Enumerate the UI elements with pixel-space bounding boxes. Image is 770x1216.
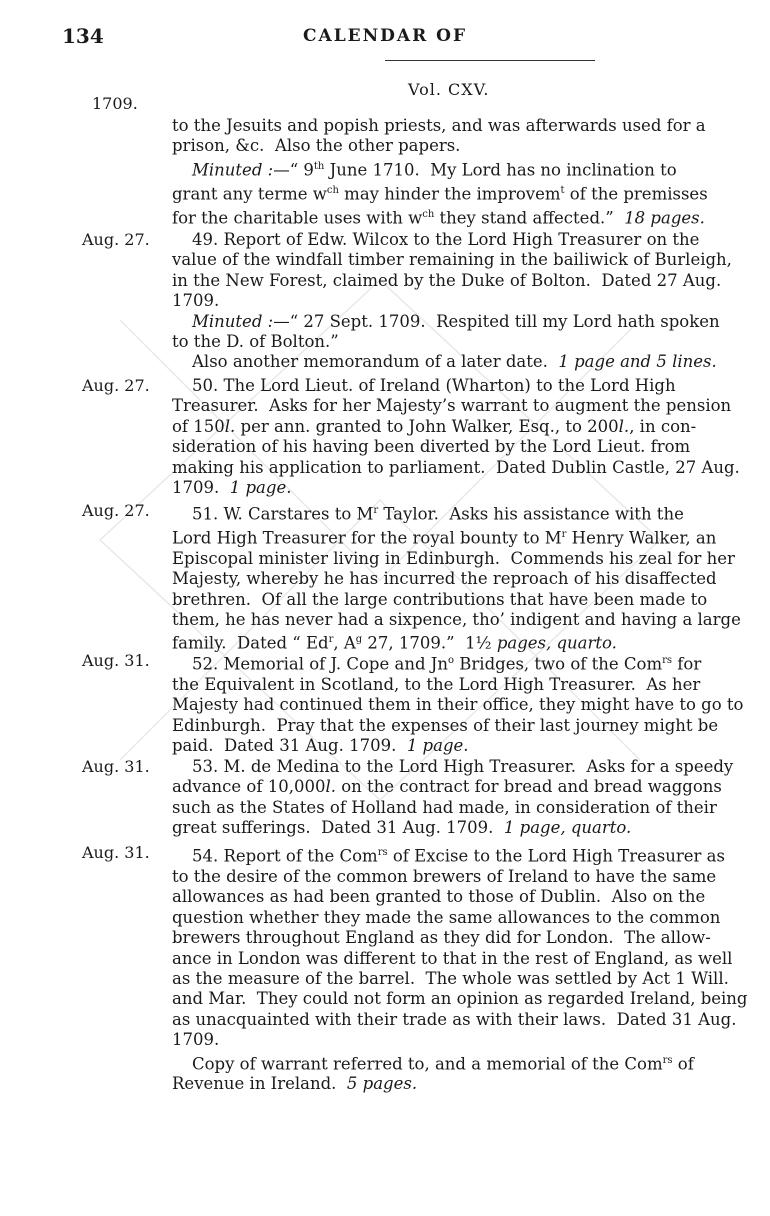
page-number: 134 [62, 24, 104, 48]
entry-text: 50. The Lord Lieut. of Ireland (Wharton) to the Lord High [192, 376, 676, 395]
entry-text: prison, &c. Also the other papers. [172, 136, 461, 156]
entry-text: 52. Memorial of J. Cope and Jn$^o$ Bridges, two of the Com$^{rs}$ for [192, 654, 702, 674]
entry-text: 1709. [172, 1030, 220, 1050]
volume-heading: Vol. CXV. [408, 80, 490, 99]
entry-text: Majesty, whereby he has incurred the reproach of his disaffected [172, 569, 717, 589]
entry-text: Edinburgh. Pray that the expenses of their last journey might be [172, 715, 719, 735]
entry-text: value of the windfall timber remaining in the bailiwick of Burleigh, [172, 250, 732, 270]
entry-52 [172, 651, 744, 757]
entry-text: brethren. Of all the large contributions that have been made to [172, 589, 708, 609]
entry-text: them, he has never had a sixpence, tho’ indigent and having a large [172, 610, 741, 630]
entry-text: sideration of his having been diverted by the Lord Lieut. from [172, 437, 691, 457]
entry-date: Aug. 31. [82, 843, 150, 862]
entry-text: great sufferings. Dated 31 Aug. 1709. 1 page, quarto. [172, 818, 632, 838]
entry-continuation [172, 116, 706, 229]
entry-49 [172, 230, 732, 373]
entry-text: brewers throughout England as they did for London. The allow- [172, 928, 711, 948]
running-title: CALENDAR OF [302, 26, 468, 46]
entry-text: Episcopal minister living in Edinburgh. Commends his zeal for her [172, 548, 735, 568]
entry-note: Also another memorandum of a later date. 1 page and 5 lines. [192, 352, 717, 372]
entry-text: 53. M. de Medina to the Lord High Treasurer. Asks for a speedy [192, 757, 734, 776]
entry-date: Aug. 27. [82, 230, 150, 249]
entry-54 [172, 843, 748, 1095]
entry-minute: Minuted :—“ 9th June 1710. My Lord has no inclination to [192, 160, 677, 180]
entry-53 [172, 757, 734, 839]
entry-51 [172, 501, 741, 654]
entry-date: Aug. 27. [82, 501, 150, 520]
entry-text: making his application to parliament. Dated Dublin Castle, 27 Aug. [172, 457, 740, 477]
entry-text: 1709. 1 page. [172, 478, 292, 498]
entry-text: to the desire of the common brewers of Ireland to have the same [172, 866, 717, 886]
entry-text: as the measure of the barrel. The whole was settled by Act 1 Will. [172, 968, 729, 988]
entry-text: advance of 10,000l. on the contract for bread and bread waggons [172, 777, 722, 797]
entry-text: family. Dated “ Ed$^r$, $A^g$ 27, 1709.” 1½ pages, quarto. [172, 633, 617, 653]
entry-text: and Mar. They could not form an opinion as regarded Ireland, being [172, 989, 748, 1009]
entry-note: Revenue in Ireland. 5 pages. [172, 1074, 418, 1094]
entry-text: as unacquainted with their trade as with their laws. Dated 31 Aug. [172, 1009, 737, 1029]
entry-text: in the New Forest, claimed by the Duke of Bolton. Dated 27 Aug. [172, 270, 722, 290]
entry-text: question whether they made the same allowances to the common [172, 907, 721, 927]
entry-minute: grant any terme $w^{ch}$ may hinder the improvem$^t$ of the premisses [172, 184, 708, 204]
entry-text: such as the States of Holland had made, in consideration of their [172, 797, 717, 817]
entry-text: the Equivalent in Scotland, to the Lord High Treasurer. As her [172, 674, 701, 694]
entry-text: of 150l. per ann. granted to John Walker, Esq., to 200l., in con- [172, 416, 697, 436]
entry-text: paid. Dated 31 Aug. 1709. 1 page. [172, 736, 469, 756]
entry-text: 51. W. Carstares to $M^r$ Taylor. Asks his assistance with the [192, 504, 684, 524]
entry-text: Majesty had continued them in their office, they might have to go to [172, 695, 744, 715]
entry-text: 49. Report of Edw. Wilcox to the Lord High Treasurer on the [192, 230, 700, 249]
entry-text: 1709. [172, 291, 220, 311]
header-rule [385, 60, 595, 61]
entry-minute: for the charitable uses with $w^{ch}$ they stand affected.” 18 pages. [172, 208, 705, 228]
entry-text: Lord High Treasurer for the royal bounty to $M^r$ Henry Walker, an [172, 528, 717, 548]
entry-minute: to the D. of Bolton.” [172, 332, 339, 352]
year-margin: 1709. [92, 94, 138, 113]
entry-text: ance in London was different to that in the rest of England, as well [172, 948, 733, 968]
entry-note: Copy of warrant referred to, and a memorial of the Com$^{rs}$ of [192, 1054, 694, 1074]
entry-text: allowances as had been granted to those of Dublin. Also on the [172, 887, 706, 907]
entry-date: Aug. 31. [82, 757, 150, 776]
entry-text: 54. Report of the Com$^{rs}$ of Excise to the Lord High Treasurer as [192, 846, 725, 866]
entry-text: to the Jesuits and popish priests, and was afterwards used for a [172, 116, 706, 135]
entry-minute: Minuted :—“ 27 Sept. 1709. Respited till my Lord hath spoken [192, 311, 720, 331]
entry-date: Aug. 27. [82, 376, 150, 395]
entry-date: Aug. 31. [82, 651, 150, 670]
entry-text: Treasurer. Asks for her Majesty’s warrant to augment the pension [172, 396, 732, 416]
entry-50 [172, 376, 740, 498]
